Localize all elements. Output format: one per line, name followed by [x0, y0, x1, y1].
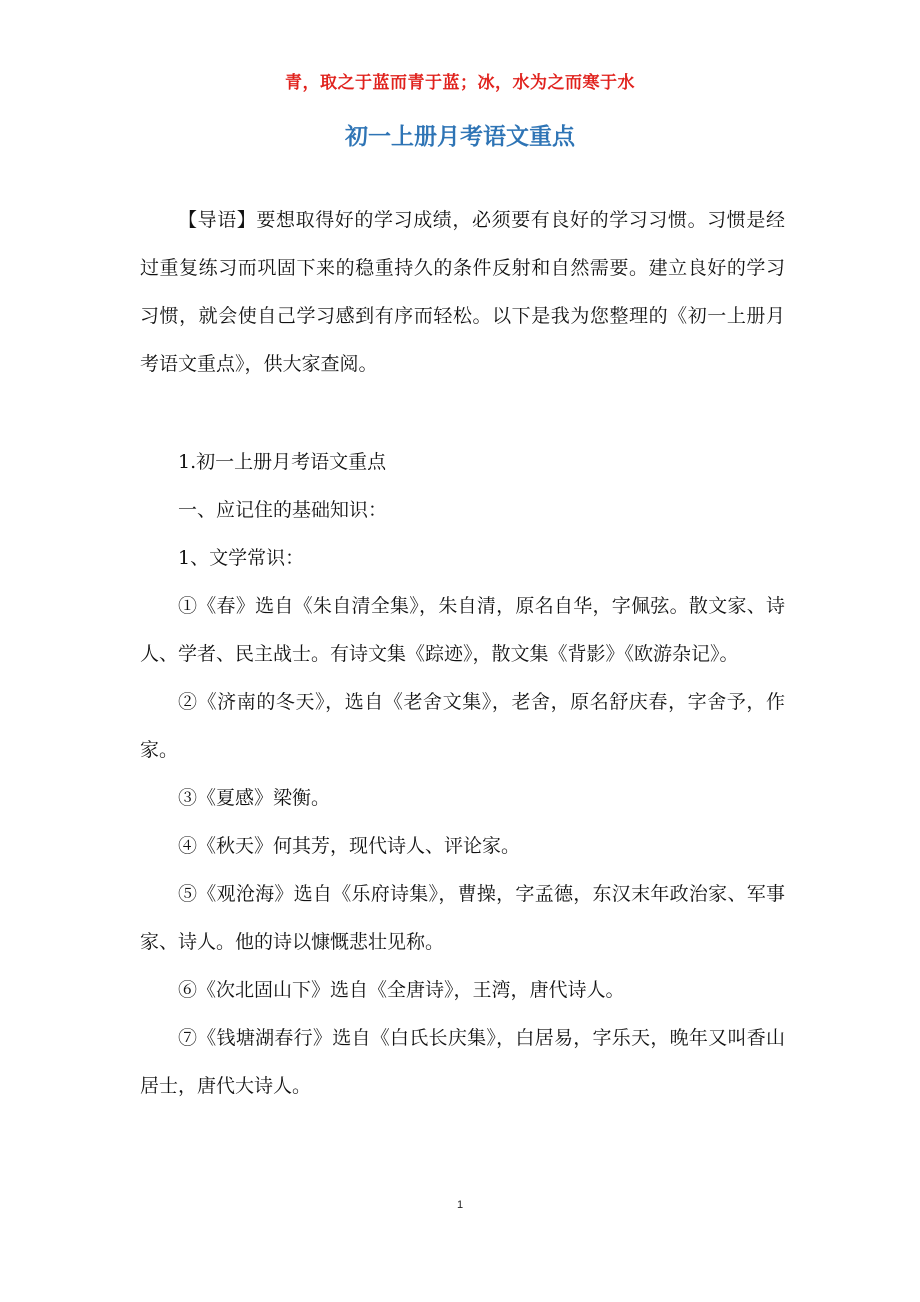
header-quote: 青，取之于蓝而青于蓝；冰，水为之而寒于水: [285, 73, 635, 93]
list-item: ⑤《观沧海》选自《乐府诗集》，曹操，字孟德，东汉末年政治家、军事家、诗人。他的诗以慷慨悲壮见称。: [140, 883, 785, 953]
list-item: ②《济南的冬天》，选自《老舍文集》，老舍，原名舒庆春，字舍予，作家。: [140, 691, 785, 761]
page-number: 1: [456, 1199, 464, 1211]
list-item: ④《秋天》何其芳，现代诗人、评论家。: [178, 835, 521, 857]
list-item: ⑥《次北固山下》选自《全唐诗》，王湾，唐代诗人。: [178, 979, 625, 1001]
intro-paragraph: 【导语】要想取得好的学习成绩，必须要有良好的学习习惯。习惯是经过重复练习而巩固下来的稳重持久的条件反射和自然需要。建立良好的学习习惯，就会使自己学习感到有序而轻松。以下是我为您整理的《初一上册月考语文重点》，供大家查阅。: [140, 209, 785, 375]
list-item: ③《夏感》梁衡。: [178, 787, 331, 809]
topic-heading: 1、文学常识：: [178, 547, 305, 569]
intro-section: [140, 196, 785, 388]
list-item: ⑦《钱塘湖春行》选自《白氏长庆集》，白居易，字乐天，晚年又叫香山居士，唐代大诗人。: [140, 1027, 785, 1097]
section-heading: 1.初一上册月考语文重点: [178, 451, 387, 473]
subsection-heading: 一、应记住的基础知识：: [178, 499, 388, 521]
document-title: 初一上册月考语文重点: [345, 124, 575, 150]
content-section: [140, 438, 785, 1110]
list-item: ①《春》选自《朱自清全集》，朱自清，原名自华，字佩弦。散文家、诗人、学者、民主战士。有诗文集《踪迹》，散文集《背影》《欧游杂记》。: [140, 595, 785, 665]
